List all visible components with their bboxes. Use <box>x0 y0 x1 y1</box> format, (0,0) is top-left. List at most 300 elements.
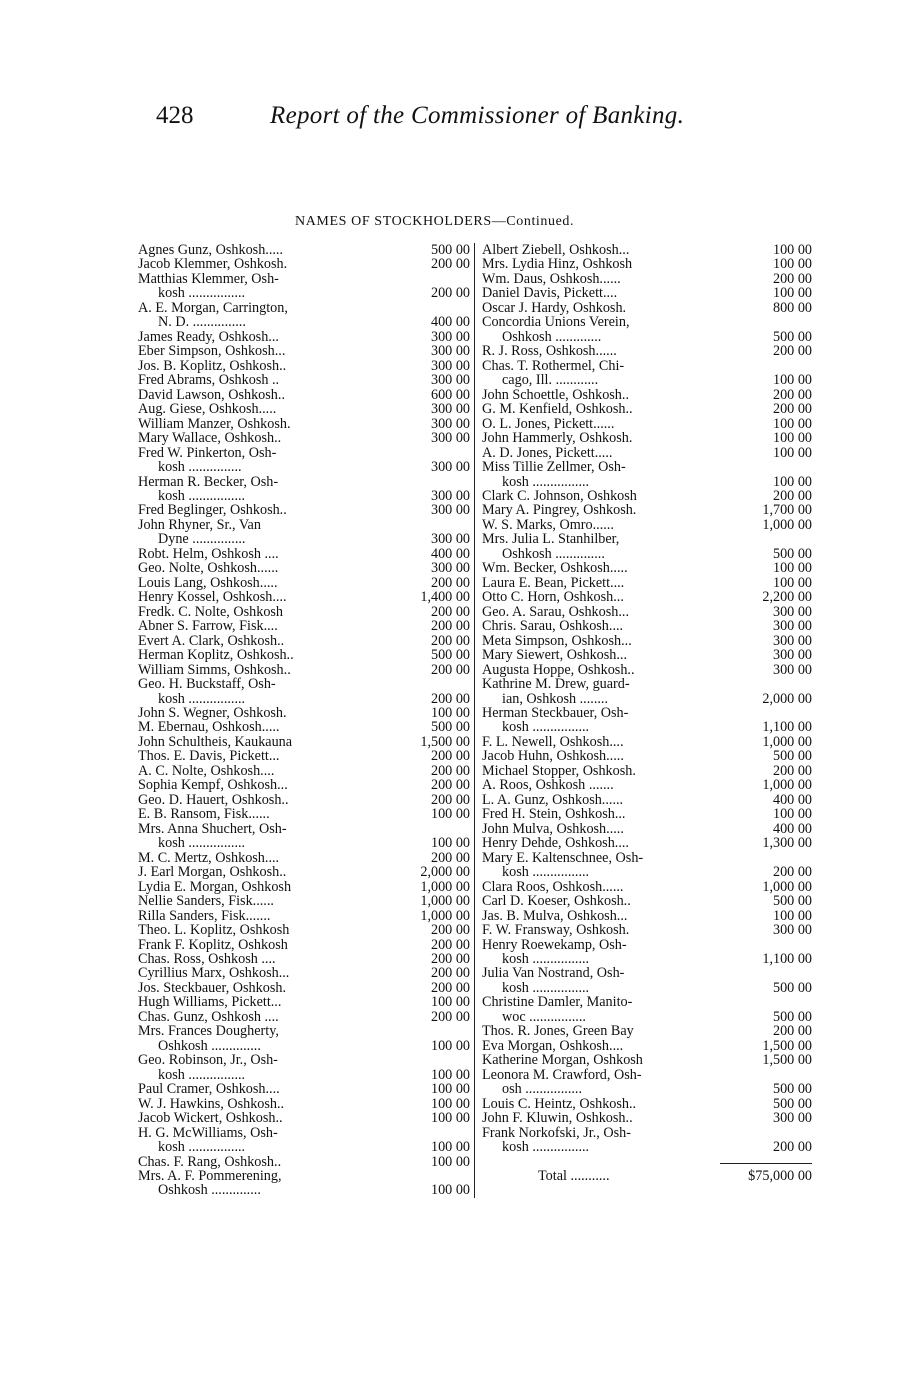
stockholder-name: Augusta Hoppe, Oshkosh.. <box>482 662 635 678</box>
stockholder-row <box>138 677 470 691</box>
stockholder-row <box>482 1053 812 1067</box>
stockholder-amount: 200 00 <box>772 487 812 504</box>
stockholder-row <box>138 909 470 923</box>
stockholder-name: J. Earl Morgan, Oshkosh.. <box>138 865 287 880</box>
stockholder-row <box>482 778 812 792</box>
stockholder-name: Louis Lang, Oshkosh..... <box>138 575 278 591</box>
stockholder-name: Eva Morgan, Oshkosh.... <box>482 1038 624 1054</box>
stockholder-name: O. L. Jones, Pickett...... <box>482 416 615 432</box>
stockholder-amount: 300 00 <box>430 328 470 345</box>
stockholder-amount: 200 00 <box>430 1008 470 1025</box>
stockholder-name: M. Ebernau, Oshkosh..... <box>138 720 280 735</box>
stockholder-row <box>482 807 812 821</box>
stockholder-amount: 100 00 <box>430 1037 470 1054</box>
stockholder-row <box>482 822 812 836</box>
stockholder-row <box>482 793 812 807</box>
stockholder-row <box>138 836 470 850</box>
stockholder-amount: 200 00 <box>772 1023 812 1040</box>
stockholder-row <box>138 1155 470 1169</box>
stockholder-name: kosh ................ <box>502 951 590 967</box>
stockholder-amount: 1,000 00 <box>420 893 470 910</box>
stockholder-name: ian, Oshkosh ........ <box>502 691 609 706</box>
stockholder-row <box>482 981 812 995</box>
stockholder-name: E. B. Ransom, Fisk...... <box>138 807 270 822</box>
stockholder-name: Jos. Steckbauer, Oshkosh. <box>138 980 286 996</box>
stockholder-row <box>138 532 470 546</box>
stockholder-name: Mrs. Frances Dougherty, <box>138 1024 279 1039</box>
stockholder-amount <box>747 938 812 952</box>
stockholder-row <box>482 547 812 561</box>
stockholder-amount: 200 00 <box>772 343 812 360</box>
stockholder-name: Thos. R. Jones, Green Bay <box>482 1024 634 1039</box>
stockholder-row <box>138 822 470 836</box>
stockholder-amount: 300 00 <box>772 647 812 664</box>
stockholder-name: Michael Stopper, Oshkosh. <box>482 763 636 779</box>
stockholder-row <box>482 1126 812 1140</box>
stockholder-row <box>482 938 812 952</box>
stockholder-row <box>138 576 470 590</box>
stockholder-amount <box>405 475 470 489</box>
stockholder-amount: 200 00 <box>430 791 470 808</box>
stockholder-name: John Mulva, Oshkosh..... <box>482 821 624 837</box>
stockholder-name: Mrs. Julia L. Stanhilber, <box>482 532 620 547</box>
stockholder-amount <box>747 532 812 546</box>
stockholder-row <box>138 344 470 358</box>
stockholder-row <box>482 286 812 300</box>
stockholder-name: Jacob Wickert, Oshkosh.. <box>138 1111 283 1126</box>
stockholder-name: kosh ............... <box>158 460 242 475</box>
stockholder-amount <box>405 1053 470 1067</box>
stockholder-amount: 200 00 <box>430 965 470 982</box>
stockholder-amount: 1,000 00 <box>762 516 812 533</box>
stockholder-amount: 300 00 <box>430 459 470 476</box>
stockholder-name: kosh ................ <box>158 1140 246 1155</box>
stockholder-row <box>138 1024 470 1038</box>
stockholder-name: Rilla Sanders, Fisk....... <box>138 908 271 924</box>
stockholder-name: Agnes Gunz, Oshkosh..... <box>138 243 284 258</box>
stockholder-amount: 400 00 <box>430 314 470 331</box>
stockholder-name: M. C. Mertz, Oshkosh.... <box>138 850 280 866</box>
stockholder-amount: 300 00 <box>430 401 470 418</box>
stockholder-name: David Lawson, Oshkosh.. <box>138 387 285 403</box>
stockholder-name: G. M. Kenfield, Oshkosh.. <box>482 402 633 417</box>
stockholder-row <box>482 518 812 532</box>
stockholder-row <box>138 590 470 604</box>
stockholder-name: James Ready, Oshkosh... <box>138 329 279 345</box>
stockholder-row <box>482 706 812 720</box>
stockholder-row <box>138 692 470 706</box>
stockholder-amount: 1,500 00 <box>420 733 470 750</box>
stockholder-row <box>138 1039 470 1053</box>
stockholder-name: Mrs. A. F. Pommerening, <box>138 1169 282 1184</box>
stockholder-amount <box>747 966 812 980</box>
stockholder-name: A. C. Nolte, Oshkosh.... <box>138 763 275 779</box>
stockholder-amount <box>747 995 812 1009</box>
stockholder-amount: 200 00 <box>430 285 470 302</box>
stockholder-name: kosh ................ <box>158 488 246 504</box>
stockholder-amount: 300 00 <box>430 372 470 389</box>
stockholder-row <box>482 851 812 865</box>
stockholder-amount: 300 00 <box>430 487 470 504</box>
stockholder-row <box>482 880 812 894</box>
stockholder-row <box>138 1183 470 1197</box>
stockholder-name: Leonora M. Crawford, Osh- <box>482 1067 642 1083</box>
stockholder-amount: 100 00 <box>772 415 812 432</box>
stockholder-name: W. S. Marks, Omro...... <box>482 517 614 533</box>
stockholder-name: Mrs. Lydia Hinz, Oshkosh <box>482 257 633 272</box>
stockholder-amount: 500 00 <box>772 748 812 765</box>
stockholder-row <box>482 1010 812 1024</box>
stockholder-name: woc ................ <box>502 1009 586 1025</box>
stockholder-name: Abner S. Farrow, Fisk.... <box>138 619 278 634</box>
stockholder-row <box>482 1082 812 1096</box>
stockholder-row <box>138 547 470 561</box>
stockholder-row <box>138 1169 470 1183</box>
stockholder-name: John Hammerly, Oshkosh. <box>482 431 633 446</box>
section-heading: NAMES OF STOCKHOLDERS—Continued. <box>295 214 575 229</box>
stockholder-amount <box>747 677 812 691</box>
stockholder-amount: 1,000 00 <box>762 878 812 895</box>
stockholder-amount: 1,400 00 <box>420 589 470 606</box>
stockholder-amount <box>747 315 812 329</box>
stockholder-amount: 200 00 <box>772 386 812 403</box>
stockholder-amount: 200 00 <box>430 936 470 953</box>
stockholder-row <box>482 952 812 966</box>
stockholder-name: cago, Ill. ............ <box>502 373 599 388</box>
stockholder-row <box>138 995 470 1009</box>
stockholder-amount: 100 00 <box>772 444 812 461</box>
stockholder-amount: 400 00 <box>772 820 812 837</box>
stockholder-row <box>138 431 470 445</box>
stockholder-row <box>138 865 470 879</box>
stockholder-row <box>138 605 470 619</box>
stockholder-amount: 100 00 <box>772 430 812 447</box>
stockholder-amount: 100 00 <box>430 1153 470 1170</box>
stockholder-row <box>482 909 812 923</box>
stockholder-row <box>482 894 812 908</box>
stockholder-row <box>482 677 812 691</box>
stockholder-amount: 100 00 <box>430 1182 470 1199</box>
stockholder-amount: 600 00 <box>430 386 470 403</box>
stockholder-name: Katherine Morgan, Oshkosh <box>482 1053 643 1068</box>
stockholder-amount: 100 00 <box>430 835 470 852</box>
stockholder-row <box>138 966 470 980</box>
stockholder-amount <box>747 359 812 373</box>
stockholder-name: Geo. Nolte, Oshkosh...... <box>138 561 279 576</box>
stockholder-name: A. D. Jones, Pickett..... <box>482 445 613 461</box>
stockholder-row <box>482 648 812 662</box>
stockholder-row <box>138 359 470 373</box>
stockholder-row <box>138 663 470 677</box>
stockholder-amount: 200 00 <box>430 574 470 591</box>
stockholder-name: Kathrine M. Drew, guard- <box>482 677 630 692</box>
stockholder-name: Mary A. Pingrey, Oshkosh. <box>482 503 637 518</box>
stockholder-amount: 200 00 <box>430 256 470 273</box>
stockholder-amount <box>405 301 470 315</box>
stockholder-row <box>138 315 470 329</box>
stockholder-name: H. G. McWilliams, Osh- <box>138 1125 278 1141</box>
stockholder-name: Otto C. Horn, Oshkosh... <box>482 590 624 605</box>
stockholder-name: kosh ................ <box>502 720 590 735</box>
stockholder-amount: 500 00 <box>772 1008 812 1025</box>
stockholder-row <box>482 388 812 402</box>
stockholder-amount: 300 00 <box>772 632 812 649</box>
stockholder-name: Fred Abrams, Oshkosh .. <box>138 373 280 388</box>
stockholder-amount: 200 00 <box>430 979 470 996</box>
stockholder-row <box>482 446 812 460</box>
stockholder-name: Oshkosh ............. <box>502 329 602 345</box>
stockholder-name: Fred H. Stein, Oshkosh... <box>482 807 626 822</box>
stockholder-row <box>482 561 812 575</box>
stockholder-row <box>138 561 470 575</box>
stockholder-amount: 400 00 <box>772 791 812 808</box>
stockholder-row <box>482 315 812 329</box>
stockholder-row <box>482 1140 812 1154</box>
stockholder-row <box>482 257 812 271</box>
stockholder-amount: 500 00 <box>772 328 812 345</box>
stockholder-row <box>482 243 812 257</box>
stockholder-name: Oshkosh .............. <box>502 546 605 562</box>
stockholder-amount: 200 00 <box>430 748 470 765</box>
stockholder-name: Clara Roos, Oshkosh...... <box>482 879 624 895</box>
stockholder-name: Julia Van Nostrand, Osh- <box>482 966 625 981</box>
stockholder-name: Hugh Williams, Pickett... <box>138 995 282 1010</box>
stockholder-name: R. J. Ross, Oshkosh...... <box>482 344 617 359</box>
stockholder-name: Fred Beglinger, Oshkosh.. <box>138 503 287 518</box>
stockholder-name: Frank Norkofski, Jr., Osh- <box>482 1125 631 1141</box>
stockholder-amount: 1,700 00 <box>762 502 812 519</box>
stockholder-amount: 100 00 <box>772 242 812 258</box>
stockholder-row <box>482 489 812 503</box>
stockholder-row <box>482 634 812 648</box>
stockholder-row <box>138 1126 470 1140</box>
stockholder-amount: 100 00 <box>430 1066 470 1083</box>
stockholder-name: William Simms, Oshkosh.. <box>138 662 291 678</box>
stockholder-amount: 100 00 <box>430 1095 470 1112</box>
stockholder-row <box>138 952 470 966</box>
stockholder-name: Cyrillius Marx, Oshkosh... <box>138 966 290 981</box>
stockholder-name: Carl D. Koeser, Oshkosh.. <box>482 894 631 909</box>
stockholder-name: L. A. Gunz, Oshkosh...... <box>482 792 624 808</box>
stockholder-name: John F. Kluwin, Oshkosh.. <box>482 1111 633 1126</box>
stockholder-name: Jacob Klemmer, Oshkosh. <box>138 257 288 272</box>
stockholder-name: kosh ................ <box>502 865 590 880</box>
stockholder-amount: 100 00 <box>430 1139 470 1156</box>
stockholder-amount: 500 00 <box>772 1095 812 1112</box>
stockholder-row <box>482 836 812 850</box>
stockholder-name: Chris. Sarau, Oshkosh.... <box>482 619 624 634</box>
stockholder-name: Oshkosh .............. <box>158 1038 261 1054</box>
stockholder-name: Jos. B. Koplitz, Oshkosh.. <box>138 358 287 374</box>
stockholder-row <box>482 1024 812 1038</box>
stockholder-row <box>482 966 812 980</box>
stockholder-amount: 100 00 <box>430 806 470 823</box>
stockholder-amount <box>405 1024 470 1038</box>
stockholder-row <box>138 807 470 821</box>
stockholder-row <box>482 995 812 1009</box>
stockholder-name: Wm. Daus, Oshkosh...... <box>482 271 621 287</box>
stockholder-amount <box>747 851 812 865</box>
stockholder-amount: 200 00 <box>430 632 470 649</box>
stockholder-name: Matthias Klemmer, Osh- <box>138 271 279 287</box>
stockholder-amount: 100 00 <box>430 994 470 1011</box>
stockholder-amount: 1,100 00 <box>762 950 812 967</box>
stockholder-row <box>138 764 470 778</box>
stockholder-name: Sophia Kempf, Oshkosh... <box>138 778 288 793</box>
stockholder-amount: 200 00 <box>430 762 470 779</box>
stockholder-name: Thos. E. Davis, Pickett... <box>138 749 280 764</box>
stockholder-amount: 200 00 <box>430 618 470 635</box>
stockholder-row <box>138 851 470 865</box>
stockholder-row <box>482 402 812 416</box>
stockholder-row <box>482 764 812 778</box>
stockholder-row <box>138 749 470 763</box>
stockholder-name: A. Roos, Oshkosh ....... <box>482 778 614 793</box>
stockholder-amount <box>747 460 812 474</box>
stockholder-amount: 300 00 <box>772 922 812 939</box>
stockholder-row <box>482 330 812 344</box>
stockholder-amount: 500 00 <box>430 647 470 664</box>
stockholder-amount: 300 00 <box>430 343 470 360</box>
stockholder-row <box>138 518 470 532</box>
stockholder-amount: 500 00 <box>772 545 812 562</box>
stockholder-name: osh ................ <box>502 1082 583 1097</box>
stockholder-name: John Schoettle, Oshkosh.. <box>482 387 629 403</box>
stockholder-name: Christine Damler, Manito- <box>482 995 633 1010</box>
stockholder-row <box>482 923 812 937</box>
stockholder-amount: 100 00 <box>430 1110 470 1127</box>
stockholder-name: Frank F. Koplitz, Oshkosh <box>138 937 288 952</box>
stockholder-name: W. J. Hawkins, Oshkosh.. <box>138 1096 285 1112</box>
stockholder-name: kosh ................ <box>502 980 590 996</box>
stockholder-name: kosh ................ <box>158 1067 246 1083</box>
stockholder-name: kosh ................ <box>158 836 246 851</box>
stockholder-amount <box>405 446 470 460</box>
stockholder-row <box>138 330 470 344</box>
stockholder-row <box>138 388 470 402</box>
total-rule <box>720 1163 812 1164</box>
stockholder-amount: 2,200 00 <box>762 589 812 606</box>
stockholder-amount: 500 00 <box>772 1081 812 1098</box>
stockholder-name: Jas. B. Mulva, Oshkosh... <box>482 908 628 924</box>
stockholder-amount: 300 00 <box>430 430 470 447</box>
stockholder-row <box>482 373 812 387</box>
stockholder-row <box>482 417 812 431</box>
stockholder-row <box>138 793 470 807</box>
stockholder-amount: 200 00 <box>772 1139 812 1156</box>
stockholder-amount: 200 00 <box>772 762 812 779</box>
stockholder-amount: 1,500 00 <box>762 1052 812 1069</box>
stockholder-name: kosh ................ <box>502 474 590 489</box>
stockholder-row <box>482 865 812 879</box>
stockholder-row <box>138 1140 470 1154</box>
stockholder-row <box>138 1097 470 1111</box>
stockholder-name: Mrs. Anna Shuchert, Osh- <box>138 821 287 837</box>
stockholder-amount <box>405 822 470 836</box>
stockholder-row <box>138 373 470 387</box>
stockholder-row <box>138 1010 470 1024</box>
stockholder-amount: 800 00 <box>772 299 812 316</box>
stockholder-amount: 100 00 <box>430 705 470 721</box>
stockholder-row <box>138 446 470 460</box>
stockholder-name: Paul Cramer, Oshkosh.... <box>138 1082 280 1097</box>
stockholder-amount: 100 00 <box>772 285 812 302</box>
stockholder-name: Wm. Becker, Oshkosh..... <box>482 561 628 576</box>
stockholder-amount <box>747 706 812 720</box>
stockholder-row <box>138 460 470 474</box>
stockholder-name: Chas. Gunz, Oshkosh .... <box>138 1009 279 1025</box>
stockholder-name: Lydia E. Morgan, Oshkosh <box>138 879 292 895</box>
stockholder-row <box>138 938 470 952</box>
stockholder-amount: 500 00 <box>772 893 812 910</box>
stockholder-amount: 200 00 <box>430 922 470 939</box>
stockholder-name: Nellie Sanders, Fisk...... <box>138 894 274 909</box>
stockholder-name: Henry Kossel, Oshkosh.... <box>138 590 287 605</box>
stockholder-row <box>482 431 812 445</box>
stockholder-row <box>138 981 470 995</box>
stockholder-name: N. D. ............... <box>158 315 246 330</box>
stockholder-amount: 300 00 <box>430 531 470 548</box>
stockholder-amount: 300 00 <box>430 357 470 374</box>
stockholder-row <box>138 923 470 937</box>
stockholder-row <box>482 359 812 373</box>
stockholder-row <box>482 720 812 734</box>
stockholder-row <box>138 503 470 517</box>
stockholder-amount: 100 00 <box>772 473 812 490</box>
stockholder-name: Chas. F. Rang, Oshkosh.. <box>138 1154 282 1169</box>
stockholder-amount: 500 00 <box>430 719 470 736</box>
stockholder-row <box>482 532 812 546</box>
stockholder-name: Eber Simpson, Oshkosh... <box>138 344 286 359</box>
stockholder-row <box>482 663 812 677</box>
stockholder-amount <box>747 1126 812 1140</box>
stockholder-row <box>138 894 470 908</box>
stockholder-amount: 300 00 <box>772 1110 812 1127</box>
stockholder-amount: 1,000 00 <box>762 733 812 750</box>
stockholder-amount: 300 00 <box>772 661 812 678</box>
stockholder-amount: 100 00 <box>772 907 812 924</box>
stockholder-amount: 300 00 <box>430 415 470 432</box>
stockholder-row <box>138 706 470 720</box>
stockholder-name: Albert Ziebell, Oshkosh... <box>482 243 630 258</box>
stockholder-name: John S. Wegner, Oshkosh. <box>138 706 287 721</box>
stockholder-row <box>138 1068 470 1082</box>
total-label: Total ........... <box>538 1168 610 1184</box>
stockholder-name: Louis C. Heintz, Oshkosh.. <box>482 1096 637 1112</box>
page-number: 428 <box>156 102 194 129</box>
stockholder-row <box>138 301 470 315</box>
stockholder-row <box>482 1068 812 1082</box>
stockholder-row <box>482 735 812 749</box>
stockholder-name: Geo. Robinson, Jr., Osh- <box>138 1053 278 1068</box>
stockholder-name: John Rhyner, Sr., Van <box>138 517 261 533</box>
stockholder-amount: 400 00 <box>430 545 470 562</box>
stockholder-name: John Schultheis, Kaukauna <box>138 734 293 750</box>
stockholder-name: F. W. Fransway, Oshkosh. <box>482 923 630 938</box>
stockholder-amount: 1,500 00 <box>762 1037 812 1054</box>
stockholder-amount: 200 00 <box>430 603 470 620</box>
stockholder-row <box>138 417 470 431</box>
stockholder-amount <box>405 272 470 286</box>
stockholder-amount: 1,100 00 <box>762 719 812 736</box>
column-divider <box>474 243 475 1198</box>
stockholder-amount: 1,000 00 <box>420 907 470 924</box>
stockholder-row <box>138 778 470 792</box>
stockholder-row <box>482 1039 812 1053</box>
stockholder-amount <box>405 518 470 532</box>
stockholder-name: Fred W. Pinkerton, Osh- <box>138 445 277 461</box>
stockholder-name: Herman Koplitz, Oshkosh.. <box>138 648 294 663</box>
